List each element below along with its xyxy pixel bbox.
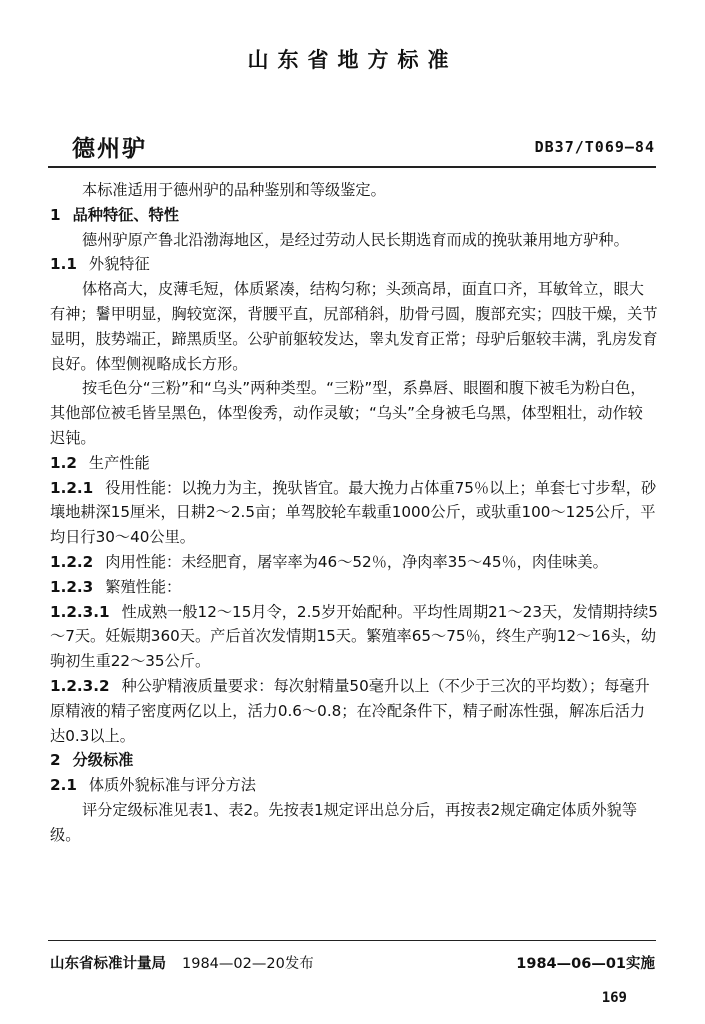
clause-text: 性成熟一般12～15月令，2.5岁开始配种。平均性周期21～23天，发情期持续5～7天。妊娠期360天。产后首次发情期15天。繁殖率65～75％，终生产驹12～16头，幼驹初生重22～35公斤。 <box>50 602 658 671</box>
appearance-paragraph-1: 体格高大，皮薄毛短，体质紧凑，结构匀称；头颈高昂，面直口齐，耳敏耸立，眼大有神；鬐甲明显，胸较宽深，背腰平直，尻部稍斜，肋骨弓圆，腹部充实；四肢干燥，关节显明，肢势端正，蹄黑质坚。公驴前躯较发达，睾丸发育正常；母驴后躯较丰满，乳房发育良好。体型侧视略成长方形。 <box>50 280 658 373</box>
issuer-name: 山东省标准计量局 <box>50 956 166 972</box>
section-heading-2 <box>50 748 658 773</box>
clause-1-2-3-2 <box>50 674 658 748</box>
appearance-paragraph-2: 按毛色分“三粉”和“乌头”两种类型。“三粉”型，系鼻唇、眼圈和腹下被毛为粉白色，其他部位被毛皆呈黑色，体型俊秀，动作灵敏；“乌头”全身被毛乌黑，体型粗壮，动作较迟钝。 <box>50 379 646 447</box>
clause-1-2-3 <box>50 575 658 600</box>
document-code: DB37/T069—84 <box>534 138 655 156</box>
clause-number: 1.2.2 <box>50 552 94 571</box>
clause-number: 1.2.3.2 <box>50 676 110 695</box>
clause-1-2-1 <box>50 476 658 550</box>
section-title: 外貌特征 <box>88 255 150 274</box>
clause-1-2-2 <box>50 550 658 575</box>
section-title: 品种特征、特性 <box>72 205 179 224</box>
clause-number: 1.2.1 <box>50 478 94 497</box>
clause-text: 役用性能：以挽力为主，挽驮皆宜。最大挽力占体重75％以上；单套七寸步犁，砂壤地耕深15厘米，日耕2～2.5亩；单驾胶轮车载重1000公斤，或驮重100～125公斤，平均日行30～40公里。 <box>50 478 657 547</box>
footer-divider <box>48 940 656 941</box>
section-heading-2-1 <box>50 773 658 798</box>
section-title: 生产性能 <box>88 453 150 472</box>
section-number: 1.1 <box>50 255 77 274</box>
intro-paragraph: 本标准适用于德州驴的品种鉴别和等级鉴定。 <box>82 181 386 199</box>
grading-paragraph: 评分定级标准见表1、表2。先按表1规定评出总分后，再按表2规定确定体质外貌等级。 <box>50 800 638 844</box>
section-number: 2 <box>50 751 61 770</box>
publish-date: 1984—02—20发布 <box>182 956 314 972</box>
section-title: 体质外貌标准与评分方法 <box>88 776 256 795</box>
section-number: 2.1 <box>50 776 77 795</box>
document-title: 德州驴 <box>72 136 147 162</box>
section-number: 1.2 <box>50 453 77 472</box>
section-heading-1 <box>50 203 658 228</box>
clause-title: 繁殖性能： <box>105 577 182 596</box>
section-number: 1 <box>50 205 61 224</box>
section-1-paragraph: 德州驴原产鲁北沿渤海地区，是经过劳动人民长期选育而成的挽驮兼用地方驴种。 <box>82 230 629 249</box>
page-number: 169 <box>601 990 627 1006</box>
clause-number: 1.2.3 <box>50 577 94 596</box>
footer-issuer-block <box>50 952 314 973</box>
effective-date: 1984—06—01实施 <box>516 956 655 972</box>
standard-header: 山东省地方标准 <box>247 48 458 72</box>
section-heading-1-1 <box>50 252 658 277</box>
header-divider <box>48 166 656 168</box>
document-body <box>50 178 658 848</box>
section-heading-1-2 <box>50 451 658 476</box>
section-title: 分级标准 <box>72 751 134 770</box>
clause-1-2-3-1 <box>50 600 658 674</box>
clause-text: 肉用性能：未经肥育，屠宰率为46～52％，净肉率35～45％，肉佳味美。 <box>105 552 608 571</box>
clause-text: 种公驴精液质量要求：每次射精量50毫升以上（不少于三次的平均数）；每毫升原精液的精子密度两亿以上，活力0.6～0.8；在冷配条件下，精子耐冻性强，解冻后活力达0.3以上。 <box>50 676 650 745</box>
clause-number: 1.2.3.1 <box>50 602 110 621</box>
